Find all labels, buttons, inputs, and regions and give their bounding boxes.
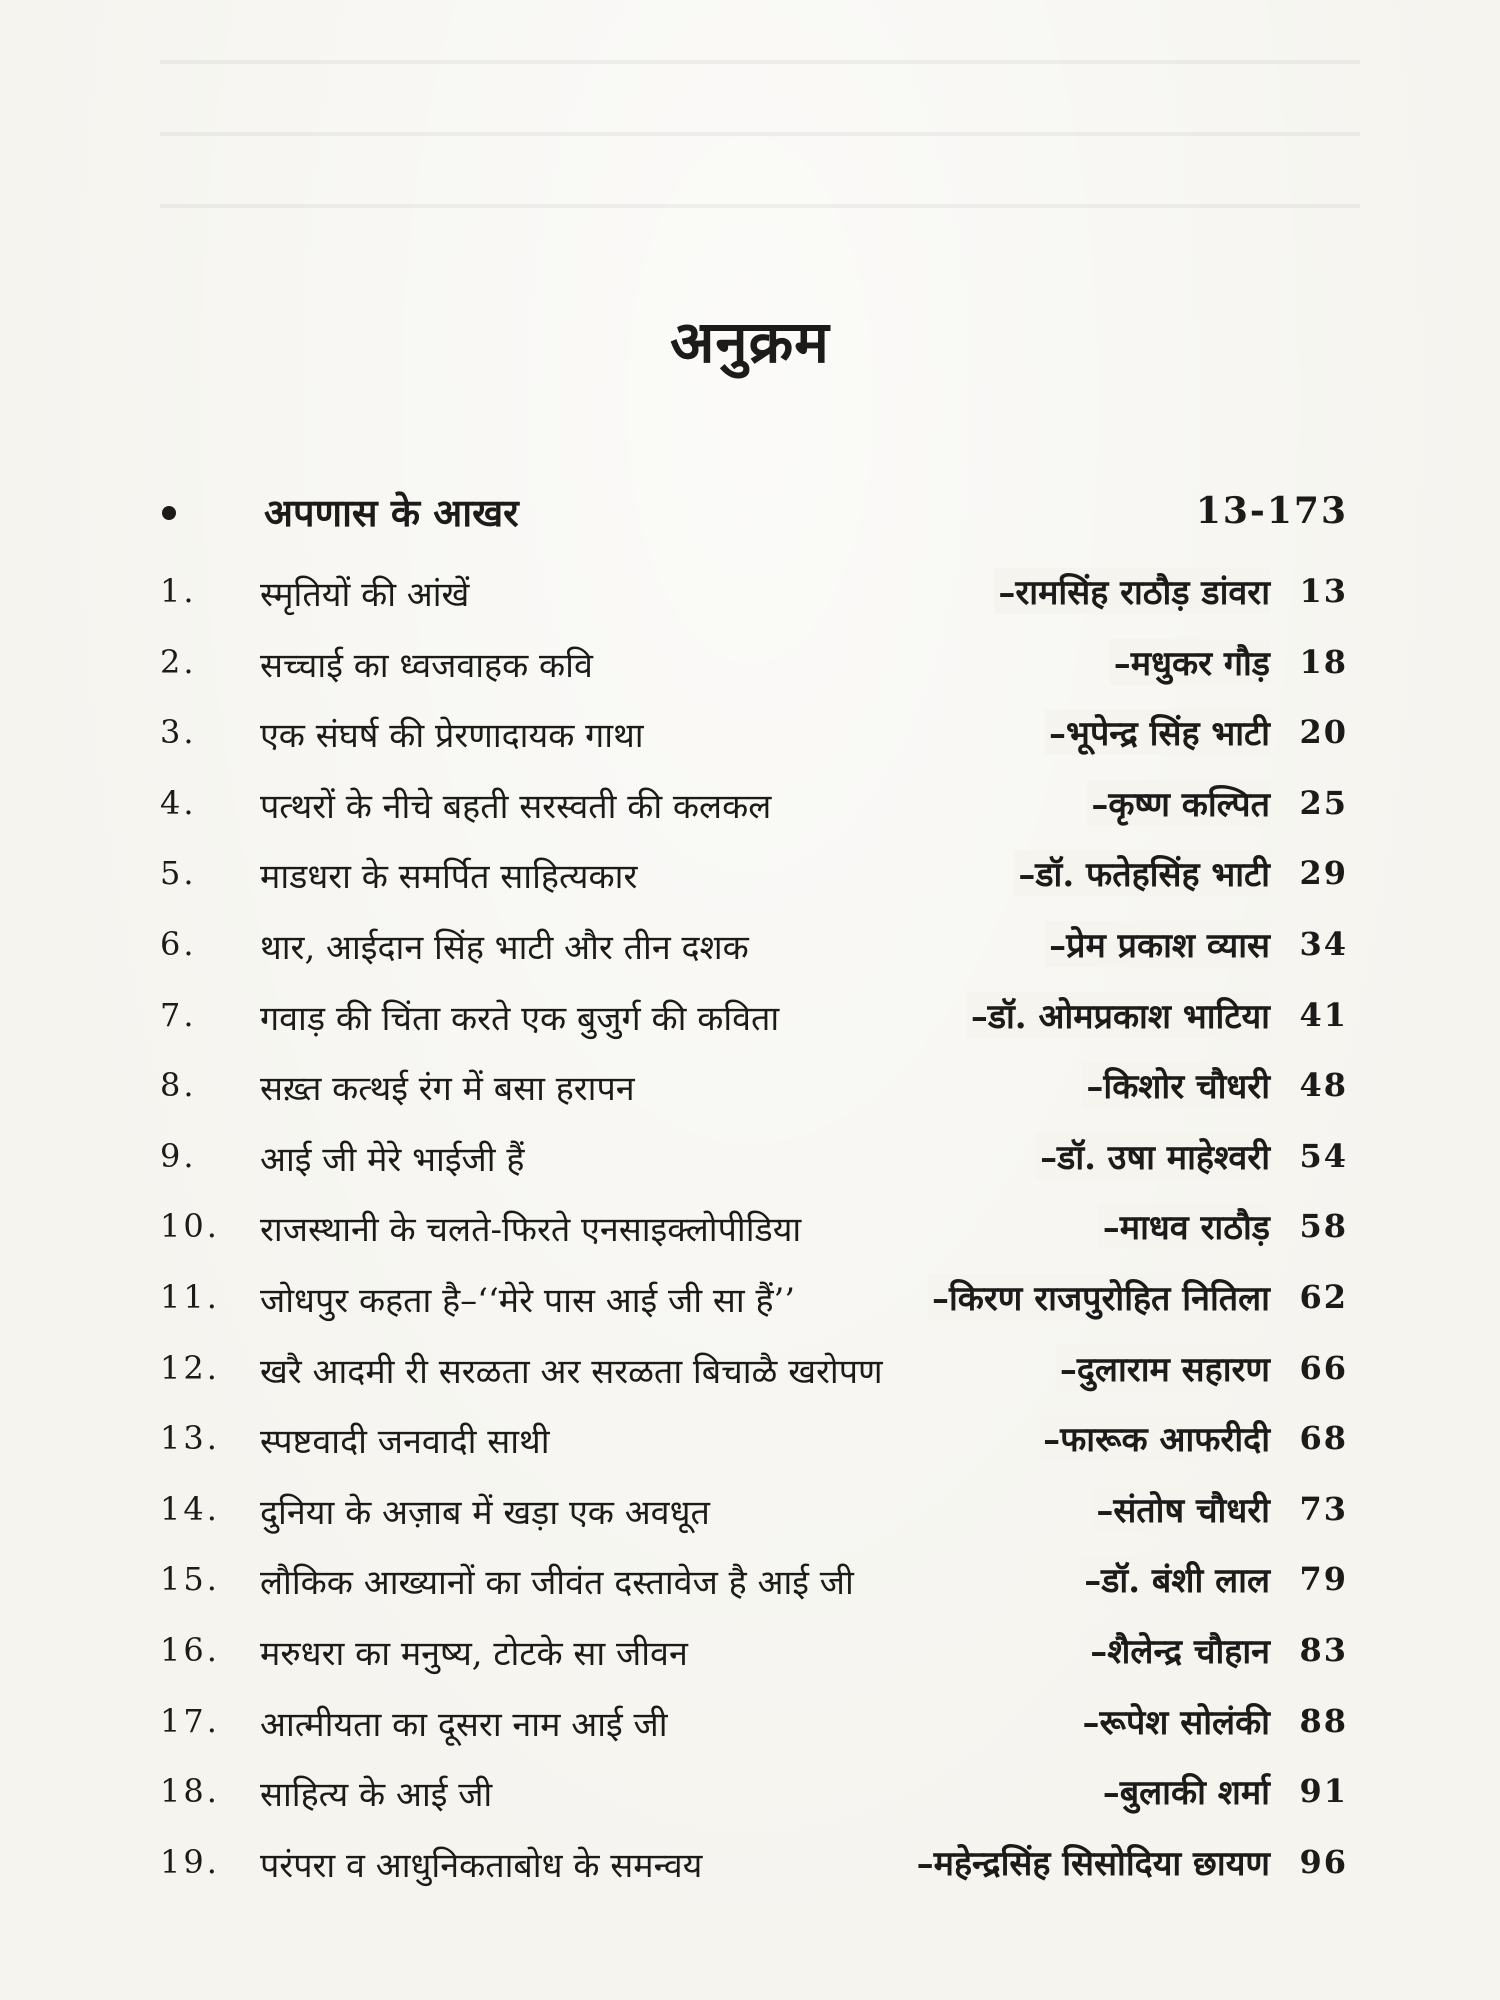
entry-page: 91 xyxy=(1299,1772,1348,1811)
bleed-through-text xyxy=(160,0,1360,260)
entry-page: 88 xyxy=(1299,1701,1348,1740)
toc-entry xyxy=(160,913,1360,984)
entry-author: –संतोष चौधरी xyxy=(1092,1486,1270,1532)
table-of-contents xyxy=(160,560,1360,1901)
entry-page: 96 xyxy=(1299,1842,1348,1881)
entry-page: 62 xyxy=(1299,1277,1348,1316)
entry-author: –प्रेम प्रकाश व्यास xyxy=(1045,921,1270,967)
entry-number: 17. xyxy=(160,1701,220,1740)
bullet-icon xyxy=(162,506,176,520)
entry-page: 41 xyxy=(1299,995,1348,1034)
entry-title: एक संघर्ष की प्रेरणादायक गाथा xyxy=(260,716,644,757)
entry-page: 29 xyxy=(1299,854,1348,893)
section-title: अपणास के आखर xyxy=(264,490,519,535)
toc-entry xyxy=(160,1690,1360,1761)
entry-title: माडधरा के समर्पित साहित्यकार xyxy=(260,857,638,898)
section-header xyxy=(160,480,1360,540)
entry-page: 73 xyxy=(1299,1489,1348,1528)
entry-page: 68 xyxy=(1299,1419,1348,1458)
entry-number: 3. xyxy=(160,713,197,752)
entry-title: स्पष्टवादी जनवादी साथी xyxy=(260,1422,550,1463)
entry-number: 7. xyxy=(160,995,197,1034)
entry-title: पत्थरों के नीचे बहती सरस्वती की कलकल xyxy=(260,786,772,827)
toc-entry xyxy=(160,1337,1360,1408)
entry-page: 25 xyxy=(1299,783,1348,822)
entry-page: 18 xyxy=(1299,642,1348,681)
entry-author: –फारूक आफरीदी xyxy=(1039,1415,1270,1461)
entry-author: –डॉ. ओमप्रकाश भाटिया xyxy=(967,992,1270,1038)
entry-author: –रूपेश सोलंकी xyxy=(1079,1698,1270,1744)
entry-author: –कृष्ण कल्पित xyxy=(1087,780,1270,826)
entry-title: खरै आदमी री सरळता अर सरळता बिचाळै खरोपण xyxy=(260,1351,883,1392)
entry-title: दुनिया के अज़ाब में खड़ा एक अवधूत xyxy=(260,1492,710,1533)
entry-author: –भूपेन्द्र सिंह भाटी xyxy=(1045,709,1270,755)
entry-author: –डॉ. बंशी लाल xyxy=(1080,1556,1270,1602)
entry-title: सख़्त कत्थई रंग में बसा हरापन xyxy=(260,1069,635,1110)
entry-page: 54 xyxy=(1299,1136,1348,1175)
entry-title: राजस्थानी के चलते-फिरते एनसाइक्लोपीडिया xyxy=(260,1210,802,1251)
entry-author: –किशोर चौधरी xyxy=(1082,1062,1270,1108)
toc-entry xyxy=(160,1478,1360,1549)
page-title: अनुक्रम xyxy=(670,308,830,376)
entry-title: आई जी मेरे भाईजी हैं xyxy=(260,1139,525,1180)
entry-number: 14. xyxy=(160,1489,220,1528)
toc-entry xyxy=(160,1619,1360,1690)
entry-title: आत्मीयता का दूसरा नाम आई जी xyxy=(260,1704,668,1745)
toc-entry xyxy=(160,1407,1360,1478)
entry-title: थार, आईदान सिंह भाटी और तीन दशक xyxy=(260,927,749,968)
toc-entry xyxy=(160,631,1360,702)
entry-number: 10. xyxy=(160,1207,220,1246)
entry-title: मरुधरा का मनुष्य, टोटके सा जीवन xyxy=(260,1633,688,1674)
entry-number: 12. xyxy=(160,1348,220,1387)
entry-title: लौकिक आख्यानों का जीवंत दस्तावेज है आई जी xyxy=(260,1563,854,1604)
entry-title: साहित्य के आई जी xyxy=(260,1775,493,1816)
toc-entry xyxy=(160,1548,1360,1619)
toc-entry xyxy=(160,560,1360,631)
entry-title: सच्चाई का ध्वजवाहक कवि xyxy=(260,645,593,686)
entry-author: –डॉ. फतेहसिंह भाटी xyxy=(1014,850,1270,896)
entry-number: 18. xyxy=(160,1772,220,1811)
entry-title: जोधपुर कहता है–‘‘मेरे पास आई जी सा हैं’’ xyxy=(260,1280,796,1321)
entry-author: –माधव राठौड़ xyxy=(1099,1203,1270,1249)
entry-page: 48 xyxy=(1299,1066,1348,1105)
entry-author: –किरण राजपुरोहित नितिला xyxy=(928,1274,1270,1320)
entry-number: 13. xyxy=(160,1419,220,1458)
entry-page: 83 xyxy=(1299,1630,1348,1669)
toc-entry xyxy=(160,1195,1360,1266)
entry-number: 11. xyxy=(160,1277,220,1316)
entry-author: –शैलेन्द्र चौहान xyxy=(1086,1627,1270,1673)
toc-entry xyxy=(160,772,1360,843)
entry-number: 9. xyxy=(160,1136,197,1175)
entry-author: –दुलाराम सहारण xyxy=(1056,1345,1270,1391)
entry-author: –बुलाकी शर्मा xyxy=(1099,1768,1270,1814)
entry-number: 5. xyxy=(160,854,197,893)
entry-title: गवाड़ की चिंता करते एक बुजुर्ग की कविता xyxy=(260,998,780,1039)
entry-page: 34 xyxy=(1299,924,1348,963)
entry-number: 4. xyxy=(160,783,197,822)
entry-title: परंपरा व आधुनिकताबोध के समन्वय xyxy=(260,1845,703,1886)
entry-title: स्मृतियों की आंखें xyxy=(260,575,470,615)
entry-author: –रामसिंह राठौड़ डांवरा xyxy=(994,568,1270,614)
entry-number: 6. xyxy=(160,924,197,963)
section-page-range: 13-173 xyxy=(1195,490,1348,532)
entry-author: –मधुकर गौड़ xyxy=(1110,639,1270,685)
entry-author: –महेन्द्रसिंह सिसोदिया छायण xyxy=(913,1839,1270,1885)
entry-number: 8. xyxy=(160,1066,197,1105)
entry-number: 16. xyxy=(160,1630,220,1669)
toc-entry xyxy=(160,1125,1360,1196)
toc-entry xyxy=(160,984,1360,1055)
toc-entry xyxy=(160,1266,1360,1337)
toc-entry xyxy=(160,1054,1360,1125)
toc-entry xyxy=(160,701,1360,772)
entry-page: 66 xyxy=(1299,1348,1348,1387)
entry-author: –डॉ. उषा माहेश्वरी xyxy=(1036,1133,1270,1179)
entry-number: 15. xyxy=(160,1560,220,1599)
toc-entry xyxy=(160,842,1360,913)
entry-page: 20 xyxy=(1299,713,1348,752)
toc-entry xyxy=(160,1760,1360,1831)
entry-number: 19. xyxy=(160,1842,220,1881)
entry-number: 2. xyxy=(160,642,197,681)
entry-page: 13 xyxy=(1299,572,1348,610)
entry-number: 1. xyxy=(160,572,197,610)
entry-page: 58 xyxy=(1299,1207,1348,1246)
toc-entry xyxy=(160,1831,1360,1902)
entry-page: 79 xyxy=(1299,1560,1348,1599)
